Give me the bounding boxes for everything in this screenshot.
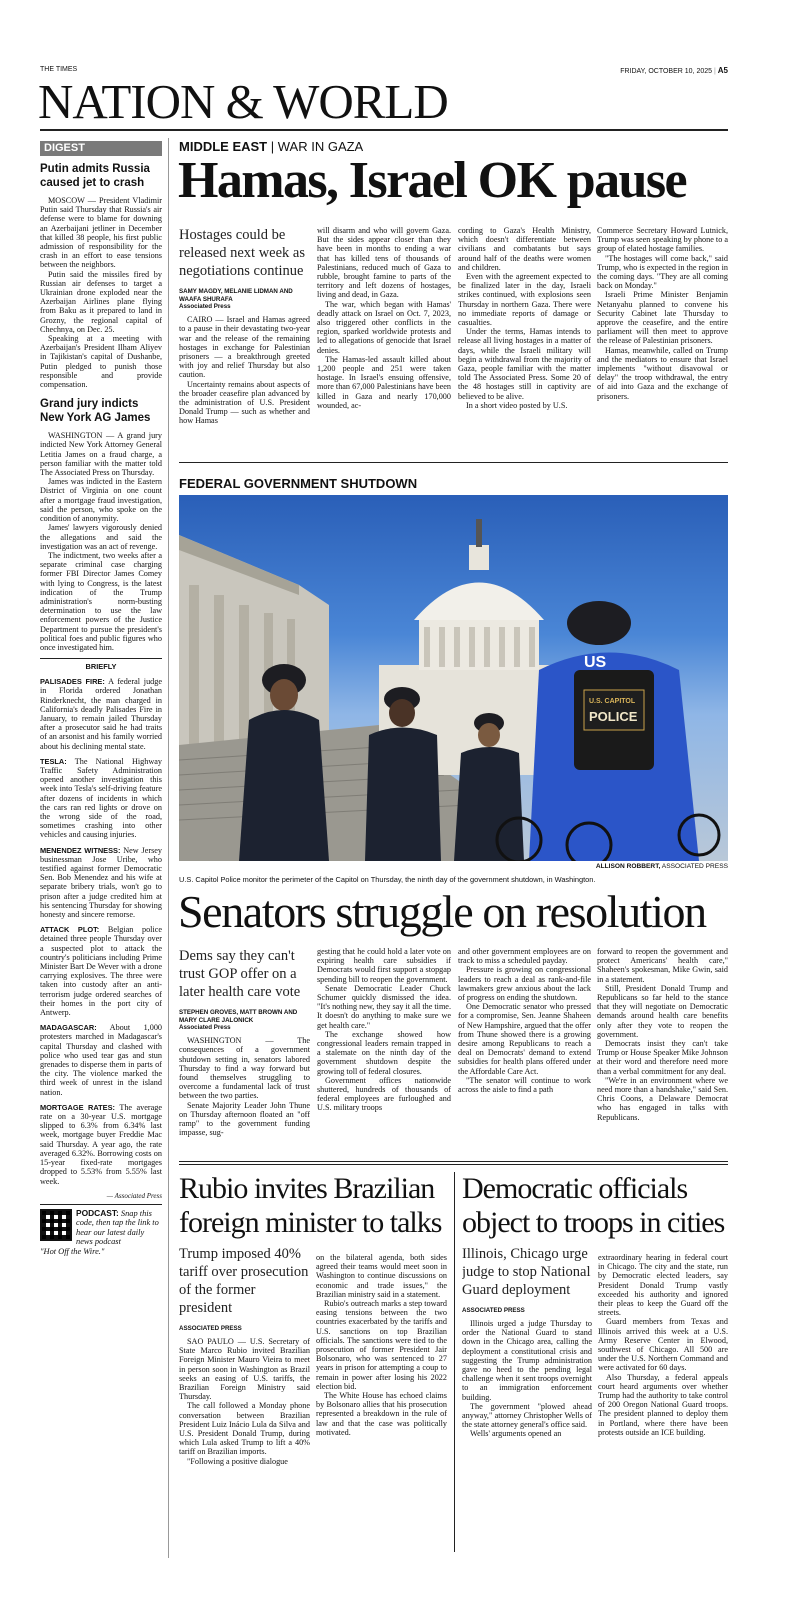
shutdown-c4-p1: forward to reopen the government and protect Americans' health care," Shaheen's spokesman, Mike Gwin, said in a statement. <box>597 947 728 984</box>
podcast-lead: PODCAST: <box>76 1207 119 1218</box>
shutdown-c3-p1: and other government employees are on track to miss a scheduled payday. <box>458 947 591 966</box>
rubio-col-2 <box>316 1253 447 1550</box>
gaza-c2-p2: The war, which began with Hamas' deadly attack on Israel on Oct. 7, 2023, also triggered other conflicts in the region, sparked worldwide protests and led to allegations of genocide that Israel denies. <box>317 299 451 355</box>
briefly-label: BRIEFLY <box>85 662 117 672</box>
shutdown-kicker: FEDERAL GOVERNMENT SHUTDOWN <box>179 476 418 491</box>
briefly-item <box>40 925 162 1017</box>
photo-caption: U.S. Capitol Police monitor the perimeter of the Capitol on Thursday, the ninth day of the government shutdown, in Washington. <box>179 875 596 884</box>
briefly-item-text: Belgian police detained three people Thursday over a suspected plot to attack the country's politicians including Prime Minister Bart De Wever with a drone carrying explosives. The three were taken into custody after an anti-terrorism judge ordered searches of their homes in the port city of Antwerp. <box>40 925 162 1018</box>
briefly-credit: — Associated Press <box>106 1191 162 1200</box>
gaza-c3-p3: Under the terms, Hamas intends to release all living hostages in a matter of days, while the Israeli military will begin a withdrawal from the majority of Gaza, people familiar with the matter told The Associated Press. Some 20 of the 48 hostages still in captivity are believed to be alive. <box>458 327 591 401</box>
rubio-agency: ASSOCIATED PRESS <box>179 1325 242 1332</box>
digest-story2-headline: Grand jury indicts New York AG James <box>40 398 151 425</box>
briefly-item-lead: MADAGASCAR: <box>40 1023 97 1033</box>
shutdown-deck: Dems say they can't trust GOP offer on a later health care vote <box>179 948 301 1000</box>
gaza-c2-p3: The Hamas-led assault killed about 1,200 people and 251 were taken hostage. In Israel's ensuing offensive, more than 67,000 Palestinians have been killed in Gaza and nearly 170,000 wounded, ac- <box>317 354 451 410</box>
gaza-c4-p2: "The hostages will come back," said Trump, who is expected in the region in the coming days. "They are all coming back on Monday." <box>597 253 728 291</box>
gaza-c1-p2: Uncertainty remains about aspects of the broader ceasefire plan advanced by the administration of U.S. President Donald Trump — such as whether and how Hamas <box>179 379 310 426</box>
briefly-item-text: The National Highway Traffic Safety Administration opened another investigation this week into Tesla's self-driving feature after dozens of incidents in which the cars ran red lights or drove on the wrong side of the road, sometimes crashing into other vehicles and causing injuries. <box>40 756 162 840</box>
issue-date: FRIDAY, OCTOBER 10, 2025 | A5 <box>620 66 728 75</box>
shutdown-col-3 <box>458 947 591 1157</box>
shutdown-c1-p1: WASHINGTON — The consequences of a government shutdown setting in, senators labored Thursday to find a way forward but found themselves struggling to overcome a fundamental lack of trust between the two parties. <box>179 1036 310 1101</box>
gaza-kicker-main: MIDDLE EAST <box>179 139 268 154</box>
digest-label: DIGEST <box>40 141 162 156</box>
troops-col-1 <box>462 1245 592 1550</box>
briefly-item <box>40 757 162 840</box>
gaza-c3-p1: cording to Gaza's Health Ministry, which doesn't differentiate between civilians and combatants but says around half of the deaths were women and children. <box>458 226 591 272</box>
digest-story1-headline: Putin admits Russia caused jet to crash <box>40 163 150 189</box>
podcast-box <box>40 1209 162 1256</box>
briefly-item-text: About 1,000 protesters marched in Madagascar's capital Thursday and clashed with police who used tear gas and stun grenades to disperse them in parts of the city. The violence marked the third week of unrest in the island nation. <box>40 1023 162 1097</box>
rubio-headline: Rubio invites Brazilian foreign minister to talks <box>179 1172 442 1239</box>
shutdown-c3-p2: Pressure is growing on congressional leaders to reach a deal as rank-and-file lawmakers grew anxious about the lack of progress on ending the shutdown. <box>458 965 591 1003</box>
shutdown-col-1 <box>179 947 310 1157</box>
briefly-item-lead: TESLA: <box>40 756 67 766</box>
briefly-item-lead: ATTACK PLOT: <box>40 925 100 935</box>
rubio-c2-p2: Rubio's outreach marks a step toward easing tensions between the two countries exacerbated by the tariffs and U.S. sanctions on top Brazilian officials. The sanctions were tied to the prosecution of former President Jair Bolsonaro, who was sentenced to 27 years in prison for attempting a coup to remain in power after losing his 2022 election bid. <box>316 1299 447 1391</box>
vest-text-capitol: U.S. CAPITOL <box>589 698 636 705</box>
rubio-c2-p1: on the bilateral agenda, both sides agreed their teams would meet soon in Washington to continue discussions on economic and trade issues," the Brazilian ministry said in a statement. <box>316 1253 447 1299</box>
briefly-item-lead: MENENDEZ WITNESS: <box>40 845 121 855</box>
capitol-dome <box>414 583 544 621</box>
briefly-item-text: The average rate on a 30-year U.S. mortgage slipped to 6.3% from 6.34% last week, mortgage buyer Freddie Mac said Thursday. A year ago, the rate averaged 6.32%. Borrowing costs on 15-year fixed-rate mortgages dropped to 5.53% from 5.55% last week. <box>40 1102 162 1186</box>
briefly-item <box>40 846 162 920</box>
briefly-item-text: A federal judge in Florida ordered Jonathan Rinderknecht, the man charged in California's deadly Palisades Fire in January, to remain jailed Thursday after a prosecutor said he had traits of an arsonist and his family worried about his declining mental state. <box>40 677 162 751</box>
gaza-agency: Associated Press <box>179 303 231 311</box>
rubio-c1-p3: "Following a positive dialogue <box>187 1456 288 1466</box>
digest-story2-p1: WASHINGTON — A grand jury indicted New York Attorney General Letitia James on a fraud charge, a person familiar with the matter told The Associated Press on Thursday. <box>40 431 162 478</box>
briefly-rule <box>40 658 162 659</box>
briefly-list <box>40 677 162 1186</box>
rubio-c1-p2: The call followed a Monday phone conversation between Brazilian President Luiz Inácio Lula da Silva and U.S. President Donald Trump, during which Lula asked Trump to lift a 40% tariff on Brazilian imports. <box>179 1401 310 1457</box>
gaza-c3-p4: In a short video posted by U.S. <box>466 400 568 410</box>
rubio-c1-p1: SAO PAULO — U.S. Secretary of State Marco Rubio invited Brazilian Foreign Minister Mauro Vieira to meet in person soon in Washington as Brazil seeks an easing of U.S. tariffs, the Brazilian Foreign Ministry said Thursday. <box>179 1337 310 1402</box>
troops-c1-p2: The government "plowed ahead anyway," attorney Christopher Wells of the state attorney general's office said. <box>462 1401 592 1430</box>
shutdown-col-2 <box>317 947 451 1157</box>
shutdown-c4-p4: "We're in an environment where we need more than a handshake," said Sen. Chris Coons, a Delaware Democrat who has engaged in talks with Republicans. <box>597 1075 728 1122</box>
troops-c1-p3: Wells' arguments opened an <box>470 1429 562 1439</box>
bottom-stories-divider <box>454 1172 455 1552</box>
digest-story2-p3: James' lawyers vigorously denied the allegations and said the investigation was an act of revenge. <box>40 523 162 551</box>
shutdown-c4-p3: Democrats insist they can't take Trump or House Speaker Mike Johnson at their word and therefore need more than a verbal commitment for any deal. <box>597 1039 728 1076</box>
photo-credit-name: ALLISON ROBBERT, <box>595 863 661 870</box>
shutdown-bottom-rule-2 <box>179 1164 728 1165</box>
digest-story2-p2: James was indicted in the Eastern District of Virginia on one count after a mortgage fraud investigation, said the person, who spoke on the condition of anonymity. <box>40 477 162 524</box>
podcast-title: "Hot Off the Wire." <box>40 1246 105 1256</box>
briefly-item <box>40 1023 162 1097</box>
officer-right <box>529 601 699 861</box>
gaza-c4-p1: Commerce Secretary Howard Lutnick, Trump was seen speaking by phone to a group of elated hostage families. <box>597 226 728 254</box>
digest-column <box>40 162 162 1557</box>
shutdown-c2-p2: Senate Democratic Leader Chuck Schumer quickly dismissed the idea. "It's nothing new, they say it all the time. It doesn't do anything to make sure we get health care." <box>317 983 451 1030</box>
rubio-col-1 <box>179 1245 310 1550</box>
gaza-col-3 <box>458 226 591 452</box>
gaza-c3-p2: Even with the agreement expected to be finalized later in the day, Israeli strikes continued, with explosions seen Thursday in northern Gaza. There were no immediate reports of damage or casualties. <box>458 272 591 328</box>
digest-story1-p1: MOSCOW — President Vladimir Putin said Thursday that Russia's air defense were to blame for downing an Azerbaijani jetliner in December that killed 38 people, his first public admission of responsibility for the crash in an effort to ease tensions between the neighbors. <box>40 196 162 270</box>
troops-c2-p3: Also Thursday, a federal appeals court heard arguments over whether Trump had the authority to take control of 200 Oregon National Guard troops. The president planned to deploy them in Portland, where there have been protests outside an ICE building. <box>598 1372 728 1437</box>
gaza-kicker-sub: WAR IN GAZA <box>277 139 364 154</box>
qr-code-icon[interactable] <box>40 1209 72 1241</box>
gaza-c2-p1: will disarm and who will govern Gaza. But the sides appear closer than they have been in months to ending a war that has killed tens of thousands of Palestinians, reduced much of Gaza to rubble, brought famine to parts of the territory and left dozens of hostages, living and dead, in Gaza. <box>317 226 451 300</box>
digest-story2-p4: The indictment, two weeks after a separate criminal case charging former FBI Director James Comey with lying to Congress, is the latest indication of the Trump administration's norm-busting determination to use the law enforcement powers of the Justice Department to pursue the president's political foes and public figures who once investigated him. <box>40 550 162 652</box>
troops-c2-p1: extraordinary hearing in federal court in Chicago. The city and the state, run by Democratic elected leaders, say President Donald Trump vastly exceeded his authority and ignored their pleas to keep the Guard off the streets. <box>598 1253 728 1318</box>
shutdown-col-4 <box>597 947 728 1157</box>
briefly-item <box>40 1103 162 1186</box>
page-number: A5 <box>717 66 728 75</box>
podcast-text: Snap this code, then tap the link to hear our latest daily news podcast <box>76 1208 159 1247</box>
gaza-c4-p3: Israeli Prime Minister Benjamin Netanyahu planned to convene his Security Cabinet late Thursday to approve the ceasefire, and the entire parliament will then meet to approve the release of Palestinian prisoners. <box>597 290 728 346</box>
photo-credit-agency: ASSOCIATED PRESS <box>661 863 728 870</box>
section-title: NATION & WORLD <box>38 74 448 129</box>
gaza-col-4 <box>597 226 728 452</box>
rubio-c2-p3: The White House has echoed claims by Bolsonaro allies that his prosecution represented a breakdown in the rule of law and that the case was politically motivated. <box>316 1391 447 1437</box>
date-text: FRIDAY, OCTOBER 10, 2025 <box>620 68 713 75</box>
gaza-byline: SAMY MAGDY, MELANIE LIDMAN AND WAAFA SHURAFA <box>179 288 293 303</box>
shutdown-byline: STEPHEN GROVES, MATT BROWN AND MARY CLARE JALONICK <box>179 1009 298 1024</box>
briefly-item-text: New Jersey businessman Jose Uribe, who testified against former Democratic Sen. Bob Menendez and his wife at separate bribery trials, won't go to prison after a judge credited him at his sentencing Thursday for showing honesty and sincere remorse. <box>40 845 162 920</box>
gaza-c4-p4: Hamas, meanwhile, called on Trump and the mediators to ensure that Israel implements "without disavowal or delay" the troop withdrawal, the entry of aid into Gaza and the exchange of prisoners. <box>597 345 728 401</box>
briefly-item-lead: PALISADES FIRE: <box>40 677 105 687</box>
troops-c1-p1: Illinois urged a judge Thursday to order the National Guard to stand down in the Chicago area, calling the deployment a constitutional crisis and suggesting the Trump administration gave no heed to the pending legal challenge when it sent troops overnight to an immigration enforcement building. <box>462 1319 592 1402</box>
gaza-kicker: MIDDLE EAST | WAR IN GAZA <box>179 139 364 154</box>
gaza-bottom-rule <box>179 462 728 463</box>
gaza-col-1 <box>179 226 310 452</box>
briefly-item <box>40 677 162 751</box>
podcast-rule <box>40 1204 162 1205</box>
shutdown-c2-p3: The exchange showed how congressional leaders remain trapped in a stalemate on the ninth day of the government shutdown despite the growing toll of federal closures. <box>317 1029 451 1076</box>
masthead-rule <box>40 129 728 131</box>
shutdown-c2-p4: Government offices nationwide shuttered, hundreds of thousands of federal employees are furloughed and U.S. military troops <box>317 1075 451 1113</box>
gaza-headline: Hamas, Israel OK pause <box>178 152 686 209</box>
shutdown-c3-p3: One Democratic senator who pressed for a compromise, Sen. Jeanne Shaheen of New Hampshire, argued that the offer from Thune showed there is a growing desire among Republicans to reach a deal on Democrats' demand to extend subsidies for health plans offered under the Affordable Care Act. <box>458 1002 591 1076</box>
shutdown-c1-p2: Senate Majority Leader John Thune on Thursday afternoon floated an "off ramp" to the government funding impasse, sug- <box>179 1100 310 1138</box>
troops-deck: Illinois, Chicago urge judge to stop National Guard deployment <box>462 1246 591 1298</box>
digest-story1-p3: Speaking at a meeting with Azerbaijan's President Ilham Aliyev in Tajikistan's capital of Dushanbe, Putin pledged to punish those responsible and provide compensation. <box>40 334 162 390</box>
digest-story1-p2: Putin said the missiles fired by Russian air defenses to target a Ukrainian drone exploded near the Azerbaijan Airlines plane flying from Baku as it prepared to land in Grozny, the regional capital of Chechnya, on Dec. 25. <box>40 269 162 334</box>
shutdown-c3-p4: "The senator will continue to work across the aisle to find a path <box>458 1075 591 1095</box>
photo-credit <box>596 863 728 870</box>
troops-col-2 <box>598 1253 728 1550</box>
photo-illustration <box>179 495 728 861</box>
shutdown-bottom-rule <box>179 1161 728 1162</box>
gaza-deck: Hostages could be released next week as negotiations continue <box>179 227 306 279</box>
troops-headline: Democratic officials object to troops in cities <box>462 1172 725 1239</box>
briefly-item-lead: MORTGAGE RATES: <box>40 1102 115 1112</box>
digest-column-divider <box>168 138 169 1558</box>
troops-agency: ASSOCIATED PRESS <box>462 1307 525 1314</box>
shutdown-c4-p2: Still, President Donald Trump and Republicans so far held to the stance that they will negotiate on Democratic demands around health care benefits only after they vote to reopen the government. <box>597 983 728 1039</box>
gaza-col-2 <box>317 226 451 452</box>
rubio-deck: Trump imposed 40% tariff over prosecution of the former president <box>179 1246 309 1316</box>
paper-name: THE TIMES <box>40 66 78 73</box>
shutdown-agency: Associated Press <box>179 1024 231 1032</box>
vest-text-police: POLICE <box>589 709 638 724</box>
vest-text-us: US <box>584 654 607 671</box>
shutdown-c2-p1: gesting that he could hold a later vote on expiring health care subsidies if Democrats would first support a stopgap spending bill to reopen the government. <box>317 947 451 984</box>
shutdown-headline: Senators struggle on resolution <box>178 886 706 937</box>
troops-c2-p2: Guard members from Texas and Illinois arrived this week at a U.S. Army Reserve Center in Elwood, southwest of Chicago. All 500 are under the U.S. Northern Command and were activated for 60 days. <box>598 1317 728 1373</box>
capitol-police-photo <box>179 495 728 861</box>
gaza-c1-p1: CAIRO — Israel and Hamas agreed to a pause in their devastating two-year war and the release of the remaining hostages in exchange for Palestinian prisoners — a breakthrough greeted with joy and relief Thursday but also caution. <box>179 315 310 380</box>
